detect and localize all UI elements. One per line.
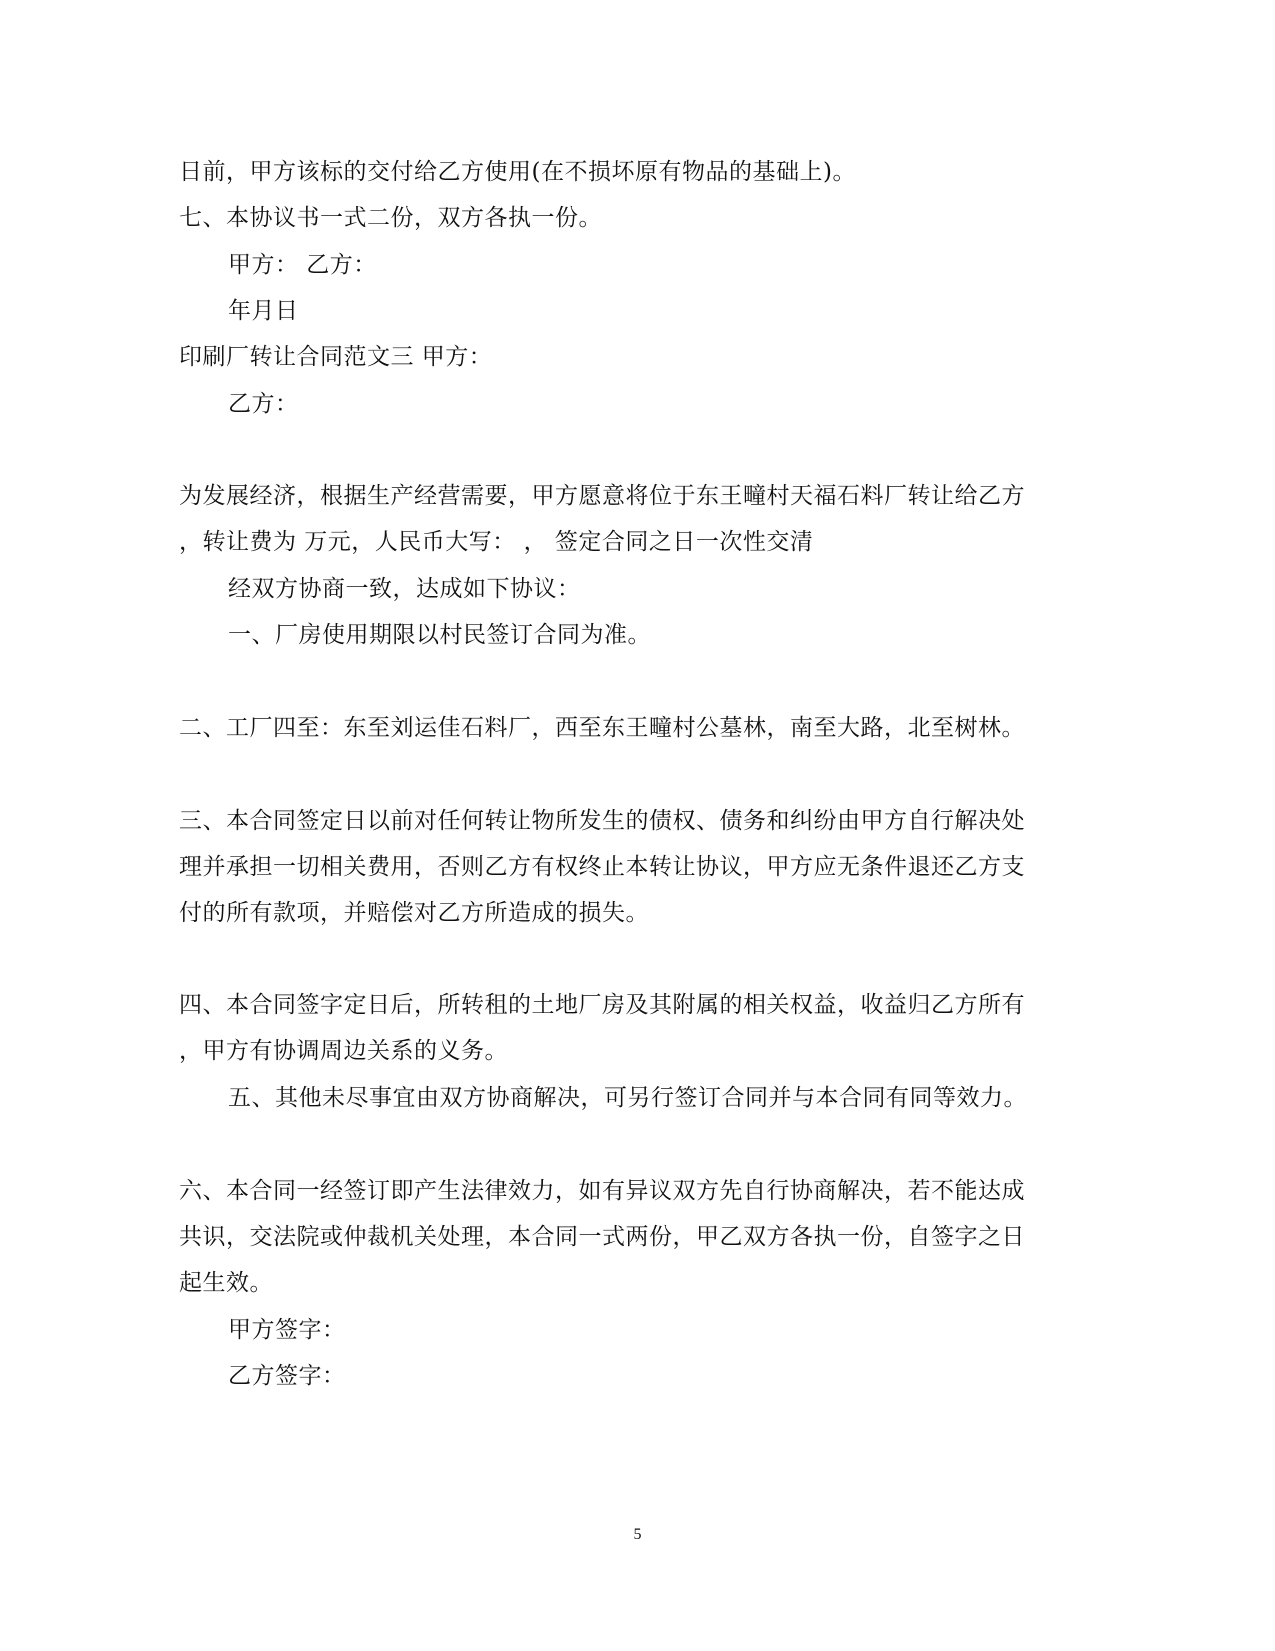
clause-six-line: 起生效。 xyxy=(179,1270,273,1296)
clause-three-line: 付的所有款项，并赔偿对乙方所造成的损失。 xyxy=(179,900,649,926)
clause-six-line: 六、本合同一经签订即产生法律效力，如有异议双方先自行协商解决，若不能达成 xyxy=(179,1178,1025,1204)
clause-six-line: 共识，交法院或仲裁机关处理，本合同一式两份，甲乙双方各执一份，自签字之日 xyxy=(179,1224,1025,1250)
page-number: 5 xyxy=(633,1526,642,1543)
agreement-intro: 经双方协商一致，达成如下协议： xyxy=(228,576,581,602)
intro-paragraph-line: 为发展经济，根据生产经营需要，甲方愿意将位于东王疃村天福石料厂转让给乙方 xyxy=(179,483,1025,509)
text-line: 日前，甲方该标的交付给乙方使用(在不损坏原有物品的基础上)。 xyxy=(179,159,856,185)
clause-four-line: ，甲方有协调周边关系的义务。 xyxy=(179,1038,508,1064)
party-a-signature: 甲方签字： xyxy=(228,1317,346,1343)
clause-three-line: 理并承担一切相关费用，否则乙方有权终止本转让协议，甲方应无条件退还乙方支 xyxy=(179,854,1025,880)
party-b-label: 乙方： xyxy=(228,391,299,417)
intro-paragraph-line: ，转让费为 万元，人民币大写： ， 签定合同之日一次性交清 xyxy=(179,529,814,555)
clause-three-line: 三、本合同签定日以前对任何转让物所发生的债权、债务和纠纷由甲方自行解决处 xyxy=(179,808,1025,834)
clause-four-line: 四、本合同签字定日后，所转租的土地厂房及其附属的相关权益，收益归乙方所有 xyxy=(179,992,1025,1018)
clause-two: 二、工厂四至：东至刘运佳石料厂，西至东王疃村公墓林，南至大路，北至树林。 xyxy=(179,715,1025,741)
date-line: 年月日 xyxy=(228,298,299,324)
party-b-signature: 乙方签字： xyxy=(228,1363,346,1389)
clause-one: 一、厂房使用期限以村民签订合同为准。 xyxy=(228,622,651,648)
clause-seven: 七、本协议书一式二份，双方各执一份。 xyxy=(179,205,602,231)
party-labels: 甲方： 乙方： xyxy=(228,252,377,278)
clause-five: 五、其他未尽事宜由双方协商解决，可另行签订合同并与本合同有同等效力。 xyxy=(228,1085,1027,1111)
section-title: 印刷厂转让合同范文三 甲方： xyxy=(179,344,493,370)
